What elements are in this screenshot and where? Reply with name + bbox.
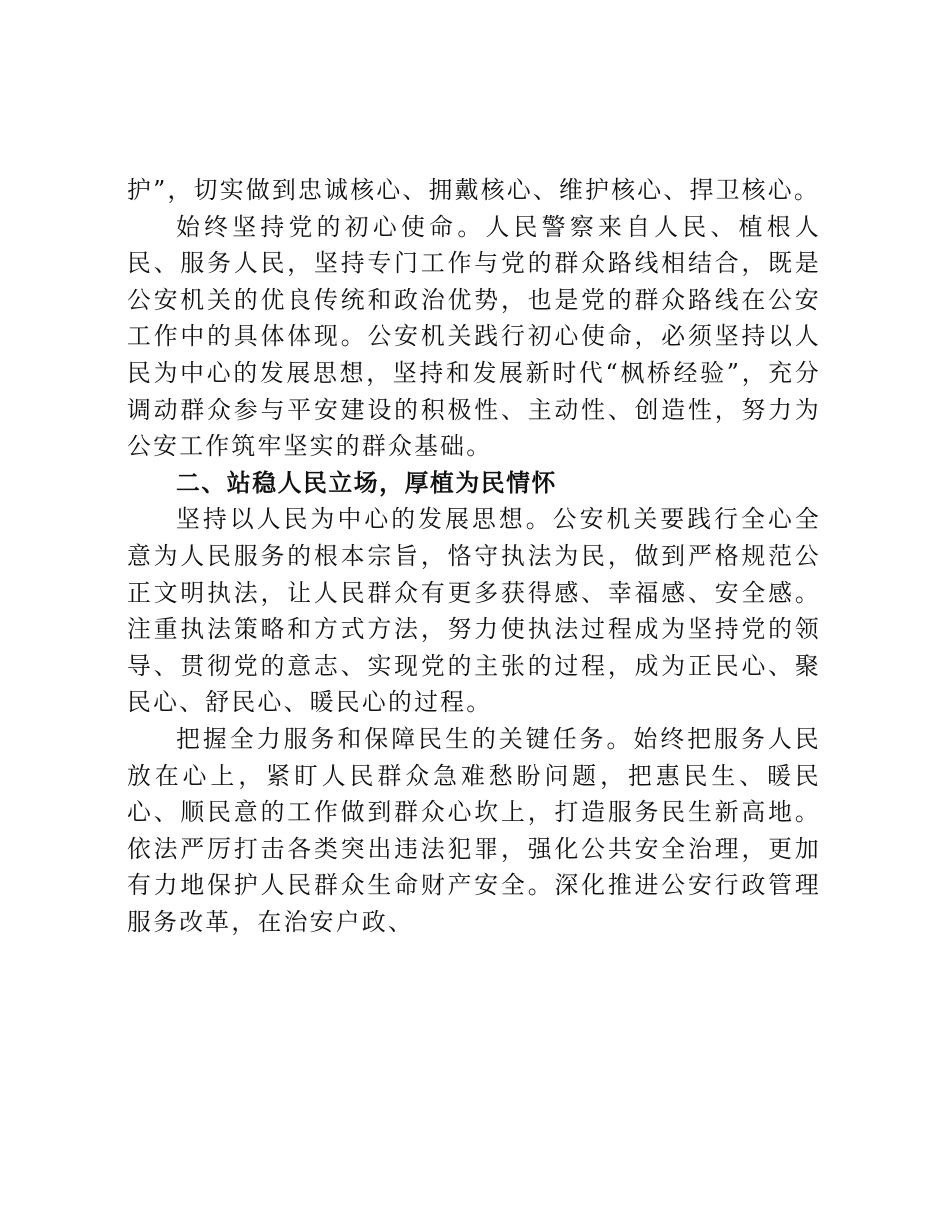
paragraph-people-centered: 坚持以人民为中心的发展思想。公安机关要践行全心全意为人民服务的根本宗旨，恪守执法为民，做到严格规范公正文明执法，让人民群众有更多获得感、幸福感、安全感。注重执法策略和方式方法，努力使执法过程成为坚持党的领导、贯彻党的意志、实现党的主张的过程，成为正民心、聚民心、舒民心、暖民心的过程。 — [127, 505, 821, 717]
document-body — [127, 172, 821, 940]
paragraph-continuation: 护”，切实做到忠诚核心、拥戴核心、维护核心、捍卫核心。 — [127, 176, 820, 204]
paragraph-mission: 始终坚持党的初心使命。人民警察来自人民、植根人民、服务人民，坚持专门工作与党的群众路线相结合，既是公安机关的优良传统和政治优势，也是党的群众路线在公安工作中的具体体现。公安机关践行初心使命，必须坚持以人民为中心的发展思想，坚持和发展新时代“枫桥经验”，充分调动群众参与平安建设的积极性、主动性、创造性，努力为公安工作筑牢坚实的群众基础。 — [127, 212, 821, 461]
section-heading: 二、站稳人民立场，厚植为民情怀 — [176, 468, 557, 497]
paragraph-livelihood: 把握全力服务和保障民生的关键任务。始终把服务人民放在心上，紧盯人民群众急难愁盼问题，把惠民生、暖民心、顺民意的工作做到群众心坎上，打造服务民生新高地。依法严厉打击各类突出违法犯罪，强化公共安全治理，更加有力地保护人民群众生命财产安全。深化推进公安行政管理服务改革，在治安户政、 — [127, 724, 821, 936]
